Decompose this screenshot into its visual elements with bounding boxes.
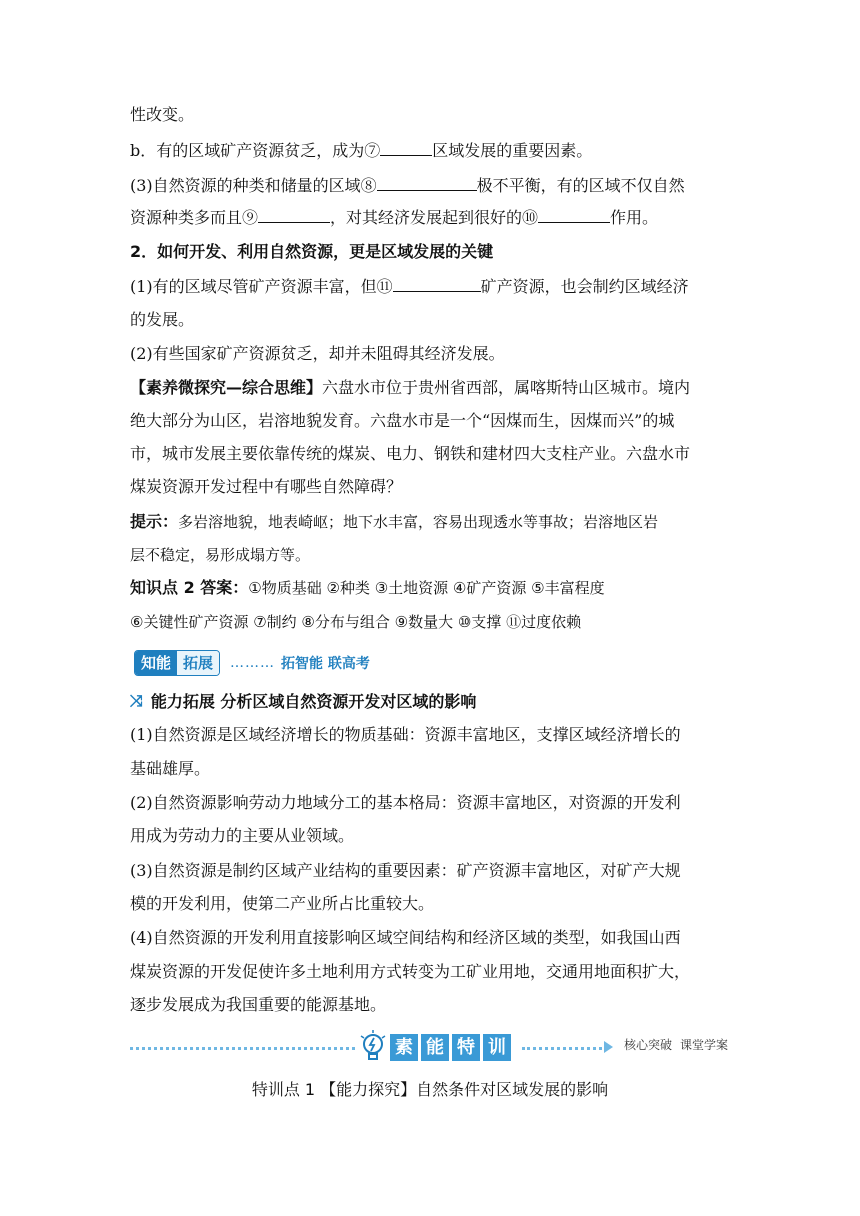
text: 用成为劳动力的主要从业领域。 [130, 826, 355, 845]
badge-text: 拓展 [177, 651, 219, 675]
text-line [130, 860, 681, 882]
text-line [130, 175, 685, 197]
text: 层不稳定，易形成塌方等。 [130, 546, 311, 564]
text-line [130, 309, 194, 331]
answer-line [130, 577, 605, 599]
title-char: 训 [483, 1034, 511, 1061]
text: 性改变。 [130, 105, 195, 124]
banner-title [390, 1034, 514, 1061]
text: (3)自然资源是制约区域产业结构的重要因素：矿产资源丰富地区，对矿产大规 [130, 861, 681, 880]
zhineng-banner [134, 650, 370, 676]
text: ，对其经济发展起到很好的⑩ [330, 208, 539, 227]
text: (1)有的区域尽管矿产资源丰富，但⑪ [130, 277, 393, 296]
fill-blank [538, 207, 610, 223]
text-line [130, 476, 402, 498]
text: 六盘水市位于贵州省西部，属喀斯特山区城市。境内 [322, 378, 691, 397]
text-line [130, 104, 194, 126]
fill-blank [377, 175, 477, 191]
title-char: 素 [390, 1034, 418, 1061]
text: b．有的区域矿产资源贫乏，成为⑦ [130, 141, 381, 160]
text: ⑥关键性矿产资源 ⑦制约 ⑧分布与组合 ⑨数量大 ⑩支撑 ⑪过度依赖 [130, 613, 582, 631]
fill-blank [380, 140, 432, 156]
suneng-banner [130, 1028, 740, 1068]
fill-blank [258, 207, 330, 223]
text-line [130, 343, 505, 365]
text: 市，城市发展主要依靠传统的煤炭、电力、钢铁和建材四大支柱产业。六盘水市 [130, 444, 691, 463]
text: 模的开发利用，使第二产业所占比重较大。 [130, 894, 435, 913]
answer-label: 知识点 2 答案： [130, 578, 249, 597]
text-line [130, 994, 386, 1016]
text-line [130, 443, 690, 465]
text: 作用。 [610, 208, 659, 227]
text: 煤炭资源的开发促使许多土地利用方式转变为工矿业用地，交通用地面积扩大， [130, 962, 691, 981]
banner-badge [134, 650, 220, 676]
tag-text: 核心突破 [624, 1038, 673, 1052]
text-line [130, 410, 674, 432]
hint-label: 提示： [130, 512, 179, 531]
hint-line [130, 511, 658, 533]
explore-label: 【素养微探究—综合思维】 [130, 378, 323, 397]
text-line [130, 961, 690, 983]
banner-subtitle: 拓智能 联高考 [281, 656, 370, 672]
text: 资源种类多而且⑨ [130, 208, 259, 227]
fill-blank [393, 276, 481, 292]
text-line [130, 758, 210, 780]
text-line [130, 140, 592, 162]
text: 逐步发展成为我国重要的能源基地。 [130, 995, 387, 1014]
text: (2)自然资源影响劳动力地域分工的基本格局：资源丰富地区，对资源的开发利 [130, 793, 681, 812]
text-line [130, 207, 658, 229]
answer-line [130, 611, 581, 633]
text-line [130, 825, 354, 847]
text-line [130, 276, 689, 298]
text: 区域发展的重要因素。 [432, 141, 593, 160]
text-line [130, 377, 690, 399]
text-line [130, 893, 434, 915]
text: (2)有些国家矿产资源贫乏，却并未阻碍其经济发展。 [130, 344, 505, 363]
title-char: 特 [452, 1034, 480, 1061]
text-line [130, 724, 681, 746]
text: 极不平衡，有的区域不仅自然 [476, 176, 685, 195]
dotted-divider [130, 1047, 355, 1050]
section-heading [130, 241, 493, 263]
text: (4)自然资源的开发利用直接影响区域空间结构和经济区域的类型，如我国山西 [130, 928, 681, 947]
section-title: 特训点 1 【能力探究】自然条件对区域发展的影响 [251, 1080, 609, 1099]
text-line [130, 792, 681, 814]
text: 基础雄厚。 [130, 759, 211, 778]
text: 多岩溶地貌，地表崎岖；地下水丰富，容易出现透水等事故；岩溶地区岩 [178, 513, 659, 531]
text: 的发展。 [130, 310, 195, 329]
shuffle-icon: ⤨ [130, 690, 143, 710]
title-char: 能 [421, 1034, 449, 1061]
text: 矿产资源，也会制约区域经济 [480, 277, 689, 296]
hint-line [130, 544, 310, 566]
badge-text: 知能 [135, 651, 177, 675]
dots: ……… [230, 655, 276, 671]
tag-text: 课堂学案 [680, 1038, 729, 1052]
text: 煤炭资源开发过程中有哪些自然障碍？ [130, 477, 403, 496]
text: 能力拓展 分析区域自然资源开发对区域的影响 [150, 692, 477, 711]
text-line [130, 927, 681, 949]
arrow-right-icon [604, 1041, 613, 1053]
banner-tags [622, 1036, 730, 1053]
text: (1)自然资源是区域经济增长的物质基础：资源丰富地区，支撑区域经济增长的 [130, 725, 681, 744]
text: 2．如何开发、利用自然资源，更是区域发展的关键 [130, 242, 494, 261]
ability-heading [130, 689, 476, 712]
dotted-divider [522, 1047, 602, 1050]
text: 绝大部分为山区，岩溶地貌发育。六盘水市是一个“因煤而生，因煤而兴”的城 [130, 411, 675, 430]
lightbulb-icon [358, 1030, 388, 1064]
text: ①物质基础 ②种类 ③土地资源 ④矿产资源 ⑤丰富程度 [248, 579, 605, 597]
text: (3)自然资源的种类和储量的区域⑧ [130, 176, 377, 195]
